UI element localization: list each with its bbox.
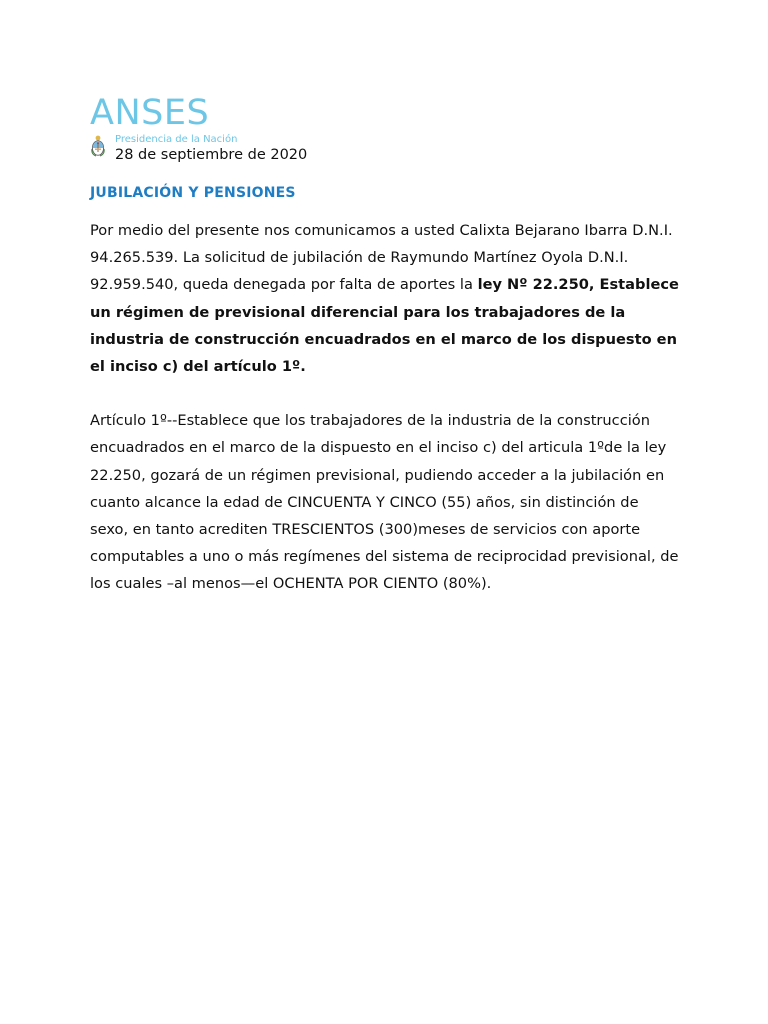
document-page <box>90 92 680 598</box>
section-title: JUBILACIÓN Y PENSIONES <box>90 185 296 201</box>
document-date: 28 de septiembre de 2020 <box>115 147 308 163</box>
brand-title: ANSES <box>90 93 210 133</box>
notice-text: Por medio del presente nos comunicamos a usted Calixta Bejarano Ibarra D.N.I. 94.265.539. La solicitud de jubilación de Raymundo Martínez Oyola D.N.I. 92.959.540, queda denegada por falta de aportes la <box>90 222 673 294</box>
brand-subtitle: Presidencia de la Nación <box>115 134 238 145</box>
notice-paragraph <box>90 217 680 380</box>
header-row <box>90 132 680 162</box>
coat-of-arms-icon <box>91 135 105 157</box>
law-reference: ley Nº 22.250, Establece un régimen de previsional diferencial para los trabajadores de la industria de construcción encuadrados en el marco de los dispuesto en el inciso c) del artículo 1º. <box>90 276 679 376</box>
article-paragraph: Artículo 1º--Establece que los trabajadores de la industria de la construcción encuadrados en el marco de la dispuesto en el inciso c) del articula 1ºde la ley 22.250, gozará de un régimen previsional, pudiendo acceder a la jubilación en cuanto alcance la edad de CINCUENTA Y CINCO (55) años, sin distinción de sexo, en tanto acrediten TRESCIENTOS (300)meses de servicios con aporte computables a uno o más regímenes del sistema de reciprocidad previsional, de los cuales –al menos—el OCHENTA POR CIENTO (80%). <box>90 412 679 593</box>
